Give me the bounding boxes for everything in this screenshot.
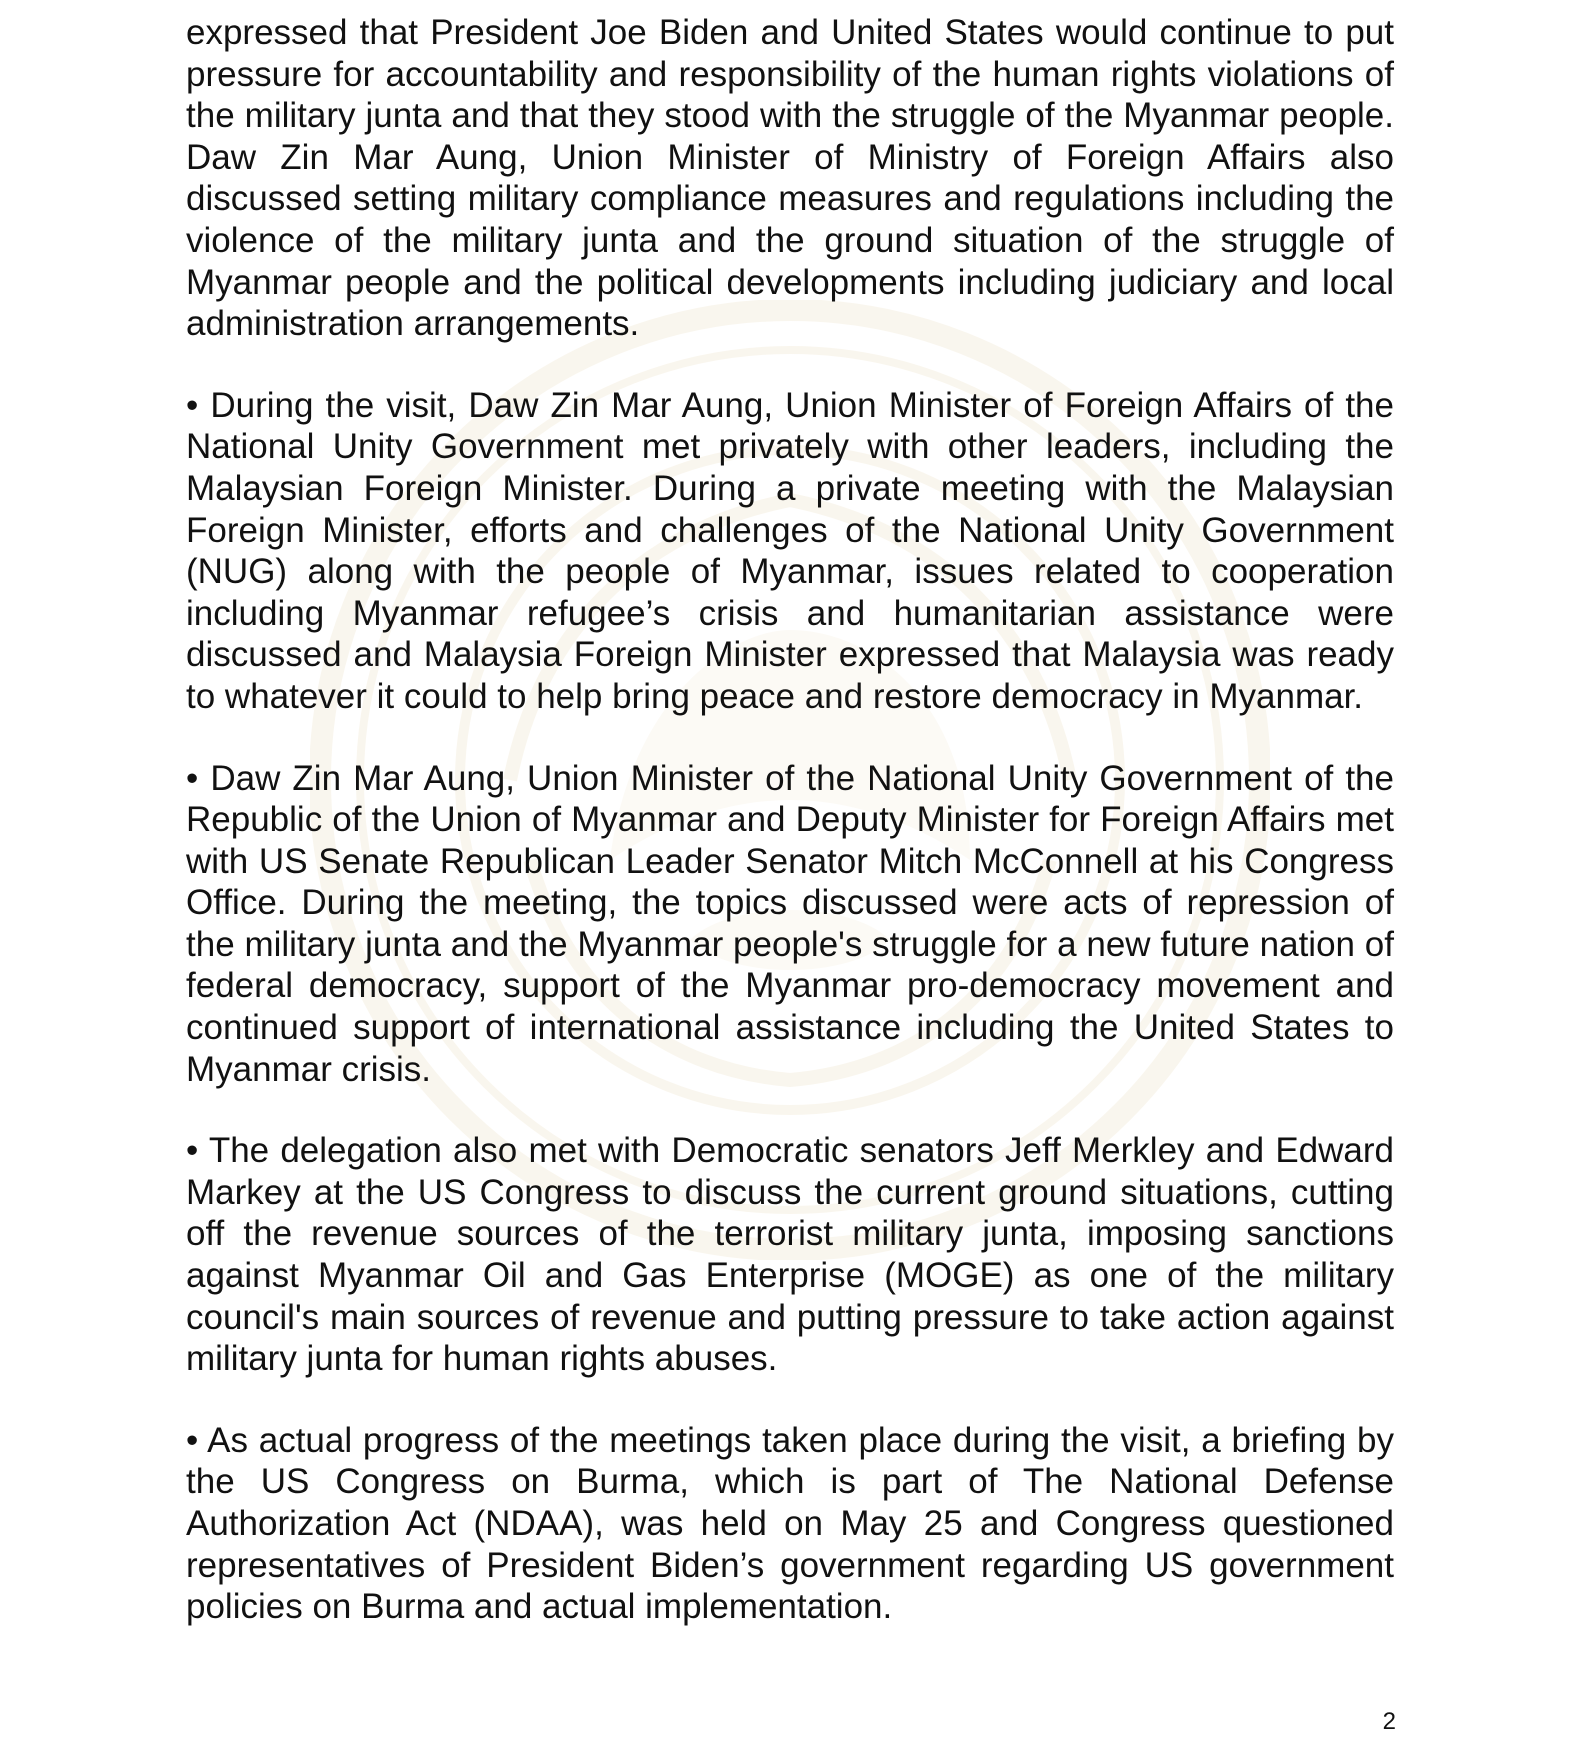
paragraph-continuation: expressed that President Joe Biden and United States would continue to put pressure for accountability and responsibility of the human rights violations of the military junta and that they stood with the struggle of the Myanmar people. Daw Zin Mar Aung, Union Minister of Ministry of Foreign Affairs also discussed setting military compliance measures and regulations including the violence of the military junta and the ground situation of the struggle of Myanmar people and the political developments including judiciary and local administration arrangements. <box>186 13 1394 344</box>
paragraph-congress-briefing: • As actual progress of the meetings taken place during the visit, a briefing by the US Congress on Burma, which is part of The National Defense Authorization Act (NDAA), was held on May 25 and Congress questioned representatives of President Biden’s government regarding US government policies on Burma and actual implementation. <box>186 1420 1394 1627</box>
document-body <box>186 12 1394 1668</box>
page-number: 2 <box>1382 1708 1396 1735</box>
paragraph-mcconnell-meeting: • Daw Zin Mar Aung, Union Minister of the National Unity Government of the Republic of the Union of Myanmar and Deputy Minister for Foreign Affairs met with US Senate Republican Leader Senator Mitch McConnell at his Congress Office. During the meeting, the topics discussed were acts of repression of the military junta and the Myanmar people's struggle for a new future nation of federal democracy, support of the Myanmar pro-democracy movement and continued support of international assistance including the United States to Myanmar crisis. <box>186 758 1394 1089</box>
paragraph-democratic-senators: • The delegation also met with Democratic senators Jeff Merkley and Edward Markey at the US Congress to discuss the current ground situations, cutting off the revenue sources of the terrorist military junta, imposing sanctions against Myanmar Oil and Gas Enterprise (MOGE) as one of the military council's main sources of revenue and putting pressure to take action against military junta for human rights abuses. <box>186 1131 1394 1379</box>
paragraph-malaysian-meeting: • During the visit, Daw Zin Mar Aung, Union Minister of Foreign Affairs of the National Unity Government met privately with other leaders, including the Malaysian Foreign Minister. During a private meeting with the Malaysian Foreign Minister, efforts and challenges of the National Unity Government (NUG) along with the people of Myanmar, issues related to cooperation including Myanmar refugee’s crisis and humanitarian assistance were discussed and Malaysia Foreign Minister expressed that Malaysia was ready to whatever it could to help bring peace and restore democracy in Myanmar. <box>186 385 1394 716</box>
